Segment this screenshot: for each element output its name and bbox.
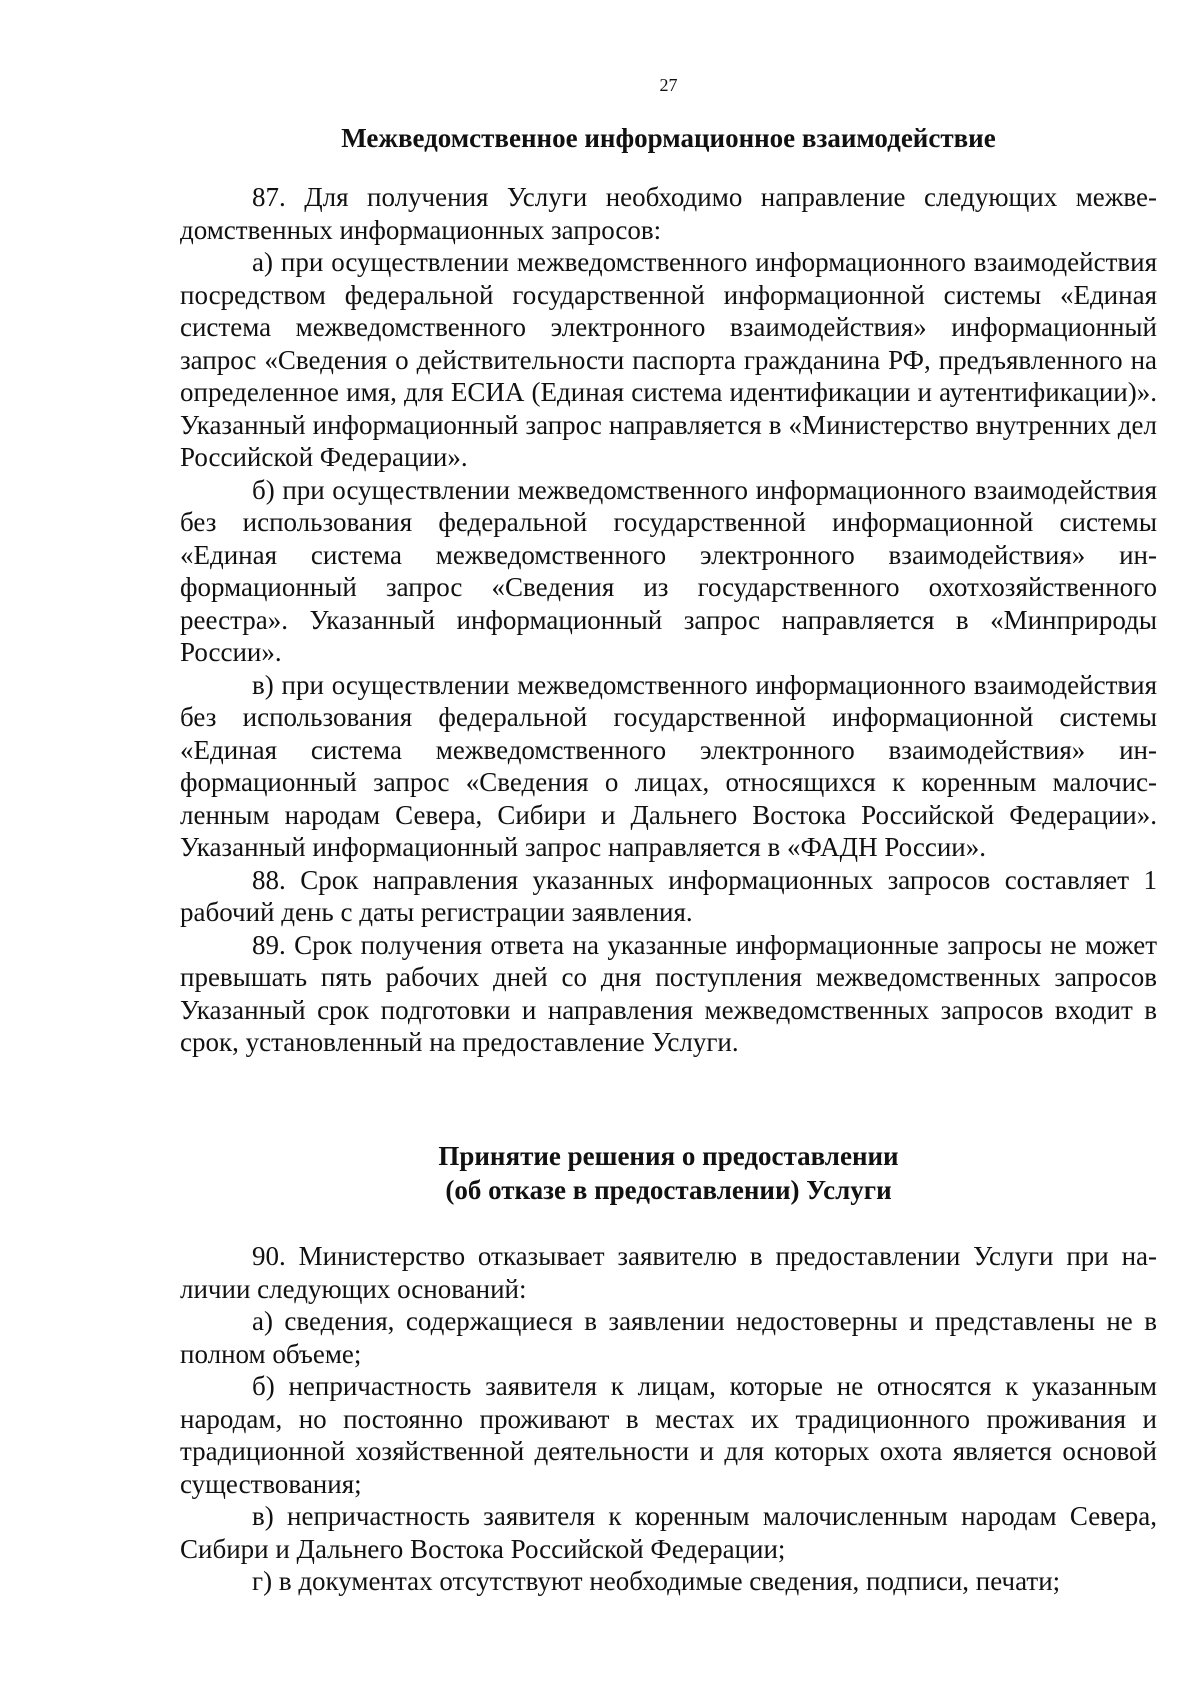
paragraph-87-a: а) при осуществлении межведомственного информационного взаимодействия посредством федеральной государственной информационной системы «Единая система межведомственного электронного взаимодействия» информационный запрос «Сведения о действительности паспорта гражданина РФ, предъявленного на определенное имя, для ЕСИА (Единая система идентификации и аутентификации)». Указанный информационный запрос направляется в «Министерство внутренних дел Российской Федерации». <box>180 247 1157 472</box>
section-heading-decision-line-2: (об отказе в предоставлении) Услуги <box>445 1175 892 1205</box>
document-page <box>180 0 1157 1695</box>
page-number: 27 <box>659 75 678 95</box>
paragraph-90-a: а) сведения, содержащиеся в заявлении недостоверны и представлены не в полном объеме; <box>180 1306 1157 1369</box>
paragraph-87-b: б) при осуществлении межведомственного информационного взаимодействия без использования федеральной государственной информационной системы «Единая система межведомственного электронного взаимодействия» информационный запрос «Сведения из государственного охотхозяйственного реестра». Указанный информационный запрос направляется в «Минприроды России». <box>180 474 1157 667</box>
section-heading-interagency: Межведомственное информационное взаимодействие <box>341 123 996 153</box>
section-body-interagency <box>180 181 1157 1059</box>
paragraph-90-b: б) непричастность заявителя к лицам, которые не относятся к указанным народам, но постоянно проживают в местах их традиционного проживания и традиционной хозяйственной деятельности и для которых охота является основой существования; <box>180 1371 1157 1499</box>
paragraph-88: 88. Срок направления указанных информационных запросов составляет 1 рабочий день с даты регистрации заявления. <box>180 864 1157 927</box>
section-body-decision <box>180 1240 1157 1598</box>
paragraph-89: 89. Срок получения ответа на указанные информационные запросы не может превышать пять рабочих дней со дня поступления межведомственных запросов Указанный срок подготовки и направления межведомственных запросов входит в срок, установленный на предоставление Услуги. <box>180 929 1157 1057</box>
paragraph-87: 87. Для получения Услуги необходимо направление следующих межведомственных информационных запросов: <box>180 182 1157 245</box>
paragraph-87-v: в) при осуществлении межведомственного информационного взаимодействия без использования федеральной государственной информационной системы «Единая система межведомственного электронного взаимодействия» информационный запрос «Сведения о лицах, относящихся к коренным малочисленным народам Севера, Сибири и Дальнего Востока Российской Федерации». Указанный информационный запрос направляется в «ФАДН России». <box>180 669 1157 862</box>
section-heading-decision-line-1: Принятие решения о предоставлении <box>438 1141 899 1171</box>
section-heading-decision <box>180 1139 1157 1207</box>
paragraph-90-g: г) в документах отсутствуют необходимые сведения, подписи, печати; <box>252 1566 1061 1596</box>
paragraph-90-v: в) непричастность заявителя к коренным малочисленным народам Севера, Сибири и Дальнего Востока Российской Федерации; <box>180 1501 1157 1564</box>
paragraph-90: 90. Министерство отказывает заявителю в предоставлении Услуги при наличии следующих оснований: <box>180 1241 1157 1304</box>
